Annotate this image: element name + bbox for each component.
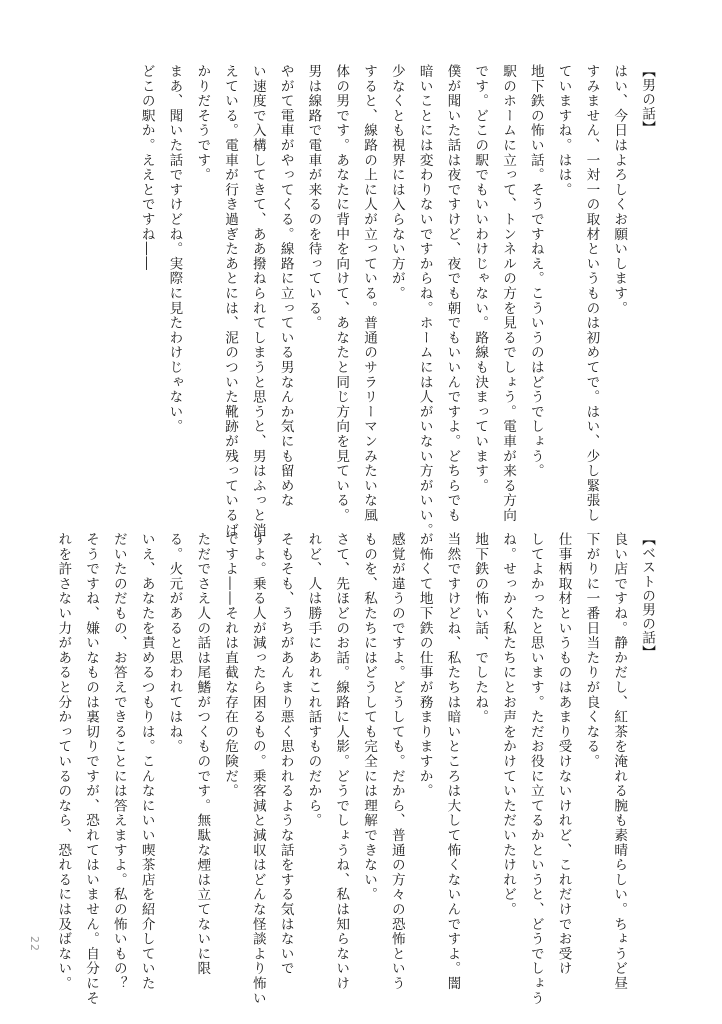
text-line: 仕事柄取材というものはあまり受けないけれど、これだけでお受け xyxy=(555,532,572,976)
text-line: すよ。乗る人が減ったら困るもの。乗客減と減収はどんな怪談より怖い xyxy=(249,532,266,1006)
text-line: る。火元があると思われてはね。 xyxy=(166,532,183,754)
text-line: すると、線路の上に人が立っている。普通のサラリーマンみたいな風 xyxy=(361,64,378,523)
text-line: えている。電車が行き過ぎたあとには、泥のついた靴跡が残っているば xyxy=(222,64,239,538)
text-line: 地下鉄の怖い話、でしたね。 xyxy=(472,532,489,725)
text-line: いえ、あなたを責めるつもりは。こんなにいい喫茶店を紹介していた xyxy=(138,532,155,991)
text-line: 男は線路で電車が来るのを待っている。 xyxy=(305,64,322,331)
text-line: 良い店ですね。静かだし、紅茶を淹れる腕も素晴らしい。ちょうど昼 xyxy=(611,532,628,991)
text-line: ものを、私たちにはどうしても完全には理解できない。 xyxy=(361,532,378,902)
text-line: だいたのだもの、お答えできることには答えますよ。私の怖いもの？ xyxy=(110,532,127,991)
text-line: 体の男です。あなたに背中を向けて、あなたと同じ方向を見ている。 xyxy=(333,64,350,523)
text-line: 当然ですけどね、私たちは暗いところは大して怖くないんですよ。闇 xyxy=(444,532,461,991)
section-vest-mans-story xyxy=(48,532,660,1006)
text-line: 地下鉄の怖い話。そうですねえ。こういうのはどうでしょう。 xyxy=(527,64,544,479)
text-line: です。どこの駅でもいいわけじゃない。路線も決まっています。 xyxy=(472,64,489,494)
text-line: 感覚が違うのですよ。どうしても。だから、普通の方々の恐怖という xyxy=(388,532,405,991)
text-line: まあ、聞いた話ですけどね。実際に見たわけじゃない。 xyxy=(166,64,183,434)
text-line: ね。せっかく私たちにとお声をかけていただいたけれど。 xyxy=(500,532,517,917)
text-line: れど、人は勝手にあれこれ話すものだから。 xyxy=(305,532,322,828)
section-heading: 【ベストの男の話】 xyxy=(639,532,655,659)
text-line: はい、今日はよろしくお願いします。 xyxy=(611,64,628,316)
text-line: どこの駅か。ええとですね―― xyxy=(138,64,155,272)
text-line: 暗いことには変わりないですからね。ホームには人がいない方がいい。 xyxy=(416,64,433,538)
text-line: かりだそうです。 xyxy=(194,64,211,183)
text-line: が怖くて地下鉄の仕事が務まりますか。 xyxy=(416,532,433,799)
text-line: ただでさえ人の話は尾鰭がつくものです。無駄な煙は立てないに限 xyxy=(194,532,211,976)
text-line: やがて電車がやってくる。線路に立っている男なんか気にも留めな xyxy=(277,64,294,508)
text-line: さて、先ほどのお話。線路に人影。どうでしょうね、私は知らないけ xyxy=(333,532,350,991)
text-line: 駅のホームに立って、トンネルの方を見るでしょう。電車が来る方向 xyxy=(500,64,517,523)
page-number: 22 xyxy=(28,936,41,952)
text-line: れを許さない力があると分かっているのなら、恐れるには及ばない。 xyxy=(55,532,72,991)
text-line: 少なくとも視界には入らない方が。 xyxy=(388,64,405,301)
text-line: してよかったと思います。ただお役に立てるかというと、どうでしょう xyxy=(527,532,544,1006)
section-mans-story xyxy=(132,64,660,538)
text-line: 僕が聞いた話は夜ですけど、夜でも朝でもいいんですよ。どちらでも xyxy=(444,64,461,523)
text-line: ていますね。はは。 xyxy=(555,64,572,198)
text-line: ですよ――それは直截な存在の危険だ。 xyxy=(222,532,239,799)
section-heading: 【男の話】 xyxy=(639,64,655,135)
text-line: 下がりに一番日当たりが良くなる。 xyxy=(583,532,600,769)
text-line: そもそも、うちがあんまり悪く思われるような話をする気はないで xyxy=(277,532,294,976)
text-line: い速度で入構してきて、ああ撥ねられてしまうと思うと、男はふっと消 xyxy=(249,64,266,538)
text-line: すみません、一対一の取材というものは初めてで。はい、少し緊張し xyxy=(583,64,600,523)
text-line: そうですね、嫌いなものは裏切りですが、恐れてはいません。自分にそ xyxy=(83,532,100,1006)
